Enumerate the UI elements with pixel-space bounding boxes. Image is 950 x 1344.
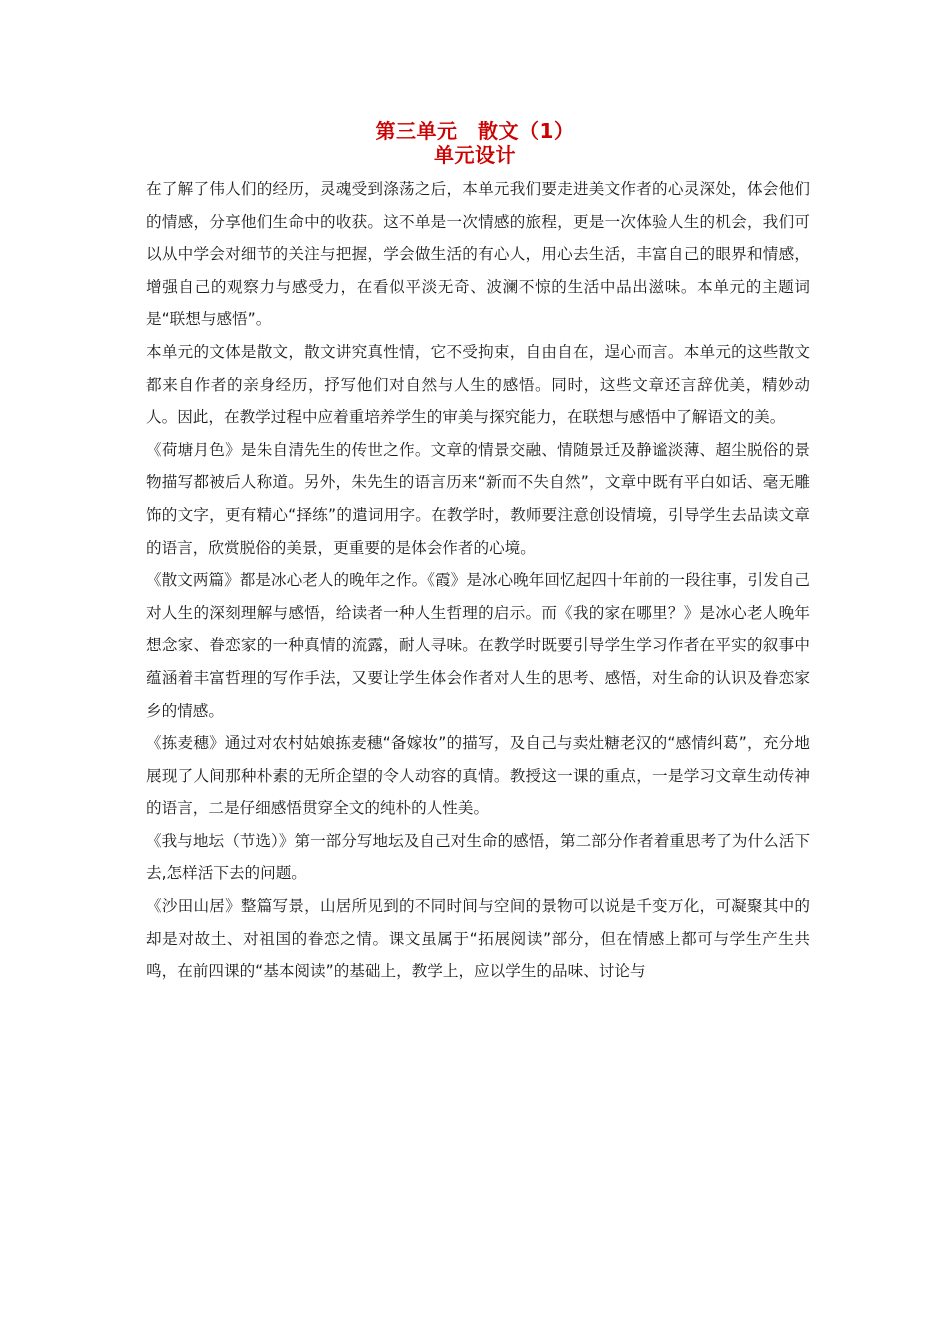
paragraph-wo-yu-ditan: 《我与地坛（节选）》第一部分写地坛及自己对生命的感悟，第二部分作者着重思考了为什么活下去,怎样活下去的问题。 [146, 831, 810, 883]
paragraph-hetang-yuese: 《荷塘月色》是朱自清先生的传世之作。文章的情景交融、情随景迁及静谧淡薄、超尘脱俗的景物描写都被后人称道。另外，朱先生的语言历来“新而不失自然”，文章中既有平白如话、毫无雕饰的文字，更有精心“择练”的遣词用字。在教学时，教师要注意创设情境，引导学生去品读文章的语言，欣赏脱俗的美景，更重要的是体会作者的心境。 [146, 440, 810, 557]
document-body [146, 173, 810, 988]
paragraph-shatian-shanju: 《沙田山居》整篇写景，山居所见到的不同时间与空间的景物可以说是千变万化，可凝聚其中的却是对故土、对祖国的眷恋之情。课文虽属于“拓展阅读”部分，但在情感上都可与学生产生共鸣，在前四课的“基本阅读”的基础上，教学上，应以学生的品味、讨论与 [146, 897, 810, 981]
title-block [0, 119, 950, 167]
paragraph-intro: 在了解了伟人们的经历，灵魂受到涤荡之后，本单元我们要走进美文作者的心灵深处，体会他们的情感，分享他们生命中的收获。这不单是一次情感的旅程，更是一次体验人生的机会，我们可以从中学会对细节的关注与把握，学会做生活的有心人，用心去生活，丰富自己的眼界和情感，增强自己的观察力与感受力，在看似平淡无奇、波澜不惊的生活中品出滋味。本单元的主题词是“联想与感悟”。 [146, 180, 810, 329]
paragraph-genre: 本单元的文体是散文，散文讲究真性情，它不受拘束，自由自在，逞心而言。本单元的这些散文都来自作者的亲身经历，抒写他们对自然与人生的感悟。同时，这些文章还言辞优美，精妙动人。因此，在教学过程中应着重培养学生的审美与探究能力，在联想与感悟中了解语文的美。 [146, 342, 810, 427]
paragraph-jian-maisui: 《拣麦穗》通过对农村姑娘拣麦穗“备嫁妆”的描写，及自己与卖灶糖老汉的“感情纠葛”，充分地展现了人间那种朴素的无所企望的令人动容的真情。教授这一课的重点，一是学习文章生动传神的语言，二是仔细感悟贯穿全文的纯朴的人性美。 [146, 734, 810, 818]
page-title: 第三单元 散文（1） [375, 119, 575, 143]
paragraph-sanwen-liangpian: 《散文两篇》都是冰心老人的晚年之作。《霞》是冰心晚年回忆起四十年前的一段往事，引发自己对人生的深刻理解与感悟，给读者一种人生哲理的启示。而《我的家在哪里？》是冰心老人晚年想念家、眷恋家的一种真情的流露，耐人寻味。在教学时既要引导学生学习作者在平实的叙事中蕴涵着丰富哲理的写作手法，又要让学生体会作者对人生的思考、感悟，对生命的认识及眷恋家乡的情感。 [146, 571, 810, 720]
page-subtitle: 单元设计 [434, 143, 516, 167]
